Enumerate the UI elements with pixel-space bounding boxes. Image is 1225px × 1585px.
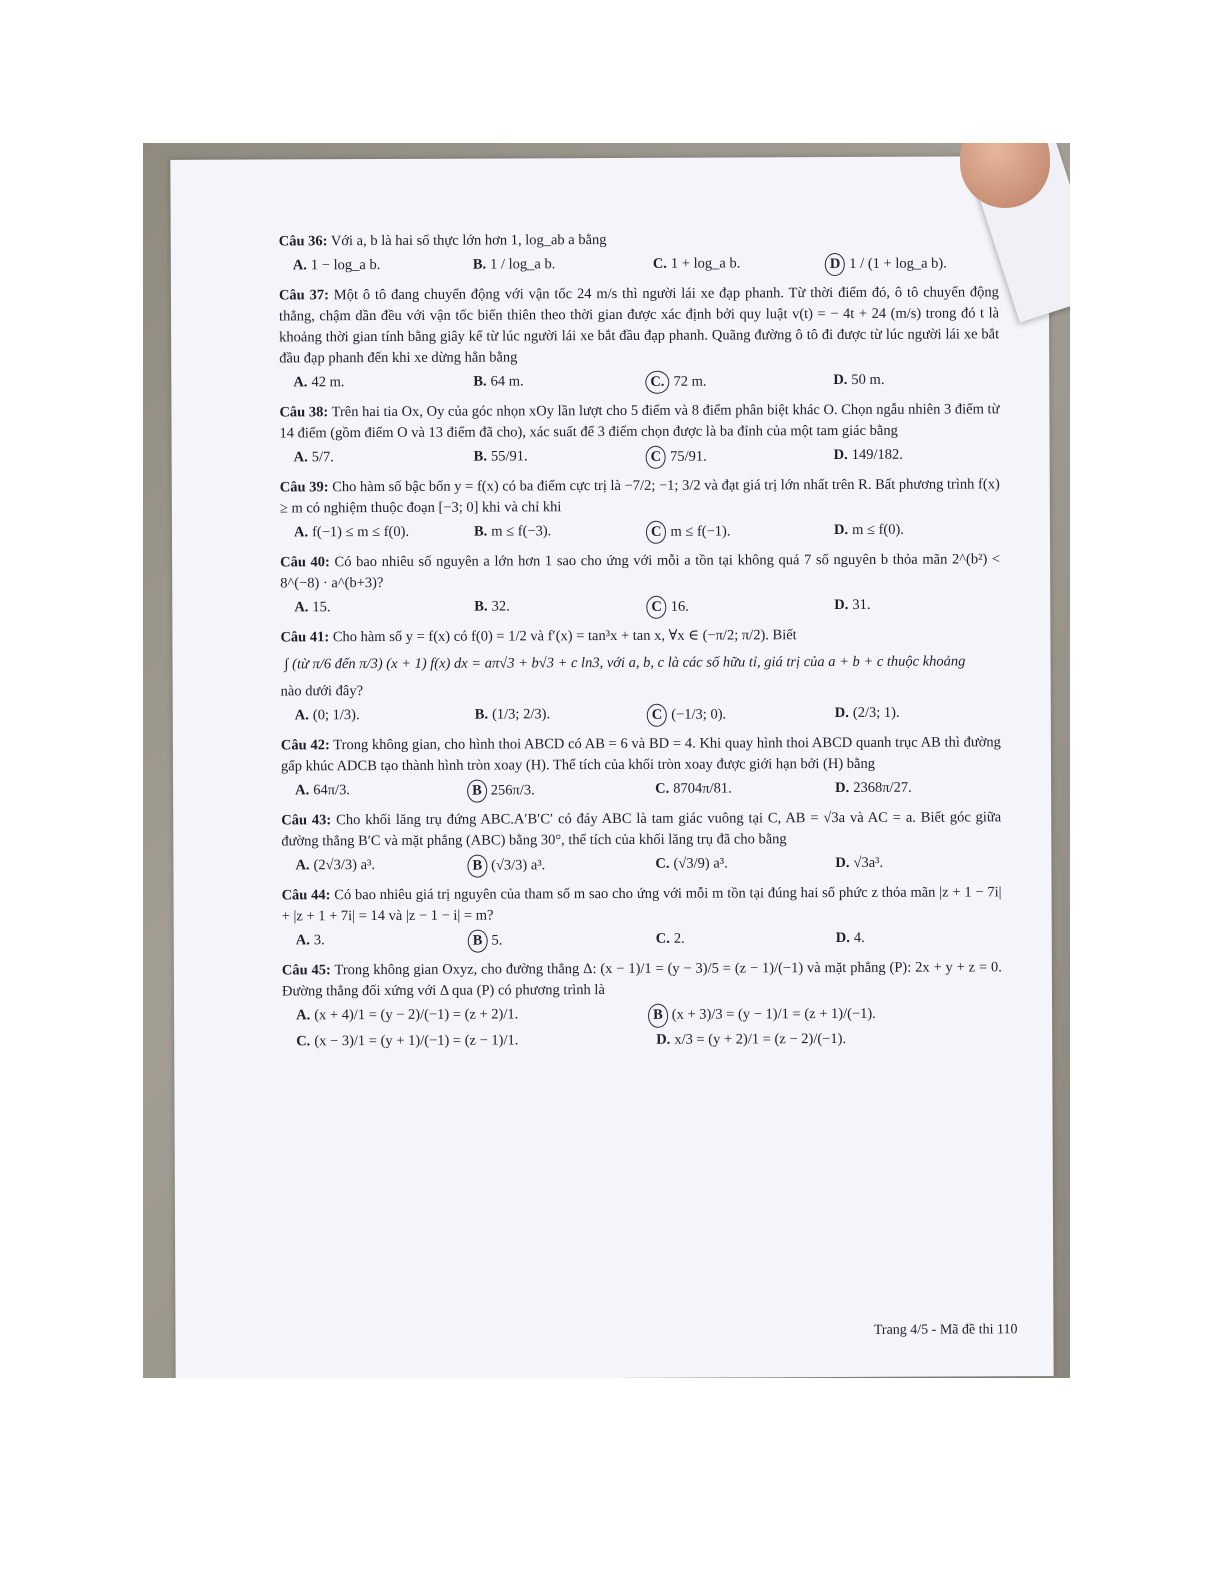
answer-option <box>459 254 639 278</box>
question-stem <box>279 282 999 369</box>
page-footer: Trang 4/5 - Mã đề thi 110 <box>873 1322 1018 1338</box>
answer-option <box>820 519 1000 543</box>
answer-option-circled <box>819 252 999 276</box>
option-text: 32. <box>491 598 510 615</box>
option-letter: D. <box>833 522 849 539</box>
option-letter: C. <box>652 255 667 272</box>
integral-expression: ∫ (từ π/6 đến π/3) (x + 1) f(x) dx = aπ√3 + b√3 + c ln3, với a, b, c là các số hữu tỉ, giá trị của a + b + c thuộc khoảng <box>284 653 966 673</box>
exam-sheet <box>170 156 1053 1378</box>
answer-option-circled <box>461 779 641 803</box>
answer-options <box>281 702 1001 730</box>
option-text: √3a³. <box>853 855 884 872</box>
option-letter: A. <box>293 449 308 466</box>
answer-options <box>280 518 1000 546</box>
option-letter: D. <box>835 930 850 947</box>
question <box>279 399 999 471</box>
option-text: 1 + log_a b. <box>670 255 741 272</box>
option-text: 75/91. <box>670 448 707 465</box>
option-letter: B <box>648 1004 668 1027</box>
option-text: f(−1) ≤ m ≤ f(0). <box>312 524 410 541</box>
option-text: x/3 = (y + 2)/1 = (z − 2)/(−1). <box>674 1030 847 1048</box>
option-letter: D. <box>834 597 849 614</box>
option-text: 2368π/27. <box>853 780 912 797</box>
option-text: 1 / log_a b. <box>490 256 556 273</box>
option-text: 31. <box>852 597 871 614</box>
question-stem <box>282 958 1002 1003</box>
option-text: 1 − log_a b. <box>310 257 381 274</box>
option-text: 256π/3. <box>490 782 535 799</box>
question-label: Câu 40: <box>280 554 330 571</box>
option-letter: A. <box>293 524 309 541</box>
option-letter: A. <box>295 857 310 874</box>
option-letter: A. <box>295 932 310 949</box>
option-letter: D. <box>834 705 849 722</box>
option-text: (2√3/3) a³. <box>313 857 376 874</box>
option-text: (2/3; 1). <box>852 705 900 722</box>
answer-option <box>280 447 460 471</box>
answer-option-circled <box>640 445 820 469</box>
option-text: 3. <box>313 932 325 949</box>
answer-option <box>820 595 1000 619</box>
answer-option <box>282 1029 642 1052</box>
question-text: Một ô tô đang chuyển động với vận tốc 24 m/s thì người lái xe đạp phanh. Từ thời điểm đó, ô tô chuyển động thẳng, chậm dần đều với vận tốc biến thiên theo thời gian được xác định bởi quy luật v(t) = − 4t + 24 (m/s) trong đó t là khoảng thời gian tính bằng giây kể từ lúc người lái xe bắt đầu đạp phanh. Quãng đường ô tô đi được từ lúc người lái xe bắt đầu đạp phanh đến khi xe dừng hẳn bằng <box>278 284 1000 367</box>
option-letter: D. <box>833 447 848 464</box>
option-letter: C <box>647 704 668 727</box>
option-text: m ≤ f(−3). <box>491 523 552 540</box>
option-letter: B. <box>474 706 489 723</box>
answer-option <box>281 780 461 804</box>
answer-option <box>459 371 639 395</box>
question-text: Có bao nhiêu giá trị nguyên của tham số m sao cho ứng với mỗi m tồn tại đúng hai số phức z thỏa mãn |z + 1 − 7i| + |z + 1 + 7i| = 14 và |z − 1 − i| = m? <box>281 884 1002 925</box>
option-letter: B. <box>473 523 488 540</box>
answer-option <box>279 255 459 279</box>
option-letter: C <box>646 521 667 544</box>
answer-option <box>642 929 822 953</box>
answer-option <box>280 597 460 621</box>
question-label: Câu 42: <box>280 737 330 754</box>
option-letter: A. <box>296 1007 311 1024</box>
option-letter: B. <box>474 598 488 615</box>
option-letter: C <box>646 446 667 469</box>
answer-option <box>821 853 1001 877</box>
answer-option-circled <box>640 595 820 619</box>
option-text: 149/182. <box>851 446 903 464</box>
option-text: (x − 3)/1 = (y + 1)/(−1) = (z − 1)/1. <box>314 1031 519 1049</box>
option-letter: B. <box>473 448 487 465</box>
question-text: Cho khối lăng trụ đứng ABC.A′B′C′ có đáy ABC là tam giác vuông tại C, AB = √3a và AC = a. Biết góc giữa đường thẳng B′C và mặt phẳng (ABC) bằng 30°, thể tích của khối lăng trụ đã cho bằng <box>281 809 1002 850</box>
answer-option-circled <box>461 854 641 878</box>
question-text: Trong không gian Oxyz, cho đường thẳng Δ: (x − 1)/1 = (y − 3)/5 = (z − 1)/(−1) và mặt phẳng (P): 2x + y + z = 0. Đường thẳng đối xứng với Δ qua (P) có phương trình là <box>281 959 1002 1000</box>
option-letter: D. <box>656 1031 671 1048</box>
question-stem <box>280 625 1000 649</box>
option-text: 4. <box>853 930 865 947</box>
option-text: 1 / (1 + log_a b). <box>849 255 947 272</box>
option-text: (√3/9) a³. <box>673 855 728 873</box>
answer-options <box>282 1002 1002 1053</box>
question <box>282 883 1002 955</box>
question-tail: nào dưới đây? <box>280 683 364 700</box>
option-text: 55/91. <box>490 448 528 465</box>
option-letter: B <box>467 855 487 878</box>
answer-option-circled <box>642 1003 1002 1028</box>
option-text: 64 m. <box>490 373 524 390</box>
answer-option <box>282 930 462 954</box>
option-letter: B. <box>473 373 487 390</box>
answer-option <box>279 372 459 396</box>
option-letter: C. <box>645 371 669 394</box>
photo-background <box>143 143 1070 1378</box>
option-letter: C. <box>655 781 670 798</box>
question <box>279 228 999 279</box>
option-text: (√3/3) a³. <box>491 857 546 874</box>
answer-option-circled <box>639 370 819 394</box>
question-text: Trên hai tia Ox, Oy của góc nhọn xOy lần lượt cho 5 điểm và 8 điểm phân biệt khác O. Chọn ngẫu nhiên 3 điểm từ 14 điểm (gồm điểm O và 13 điểm đã cho), xác suất để 3 điểm chọn được là ba đỉnh của một tam giác bằng <box>279 401 1000 442</box>
option-letter: B <box>467 780 487 803</box>
option-text: 42 m. <box>311 374 345 391</box>
question-text: Cho hàm số bậc bốn y = f(x) có ba điểm cực trị là −7/2; −1; 3/2 và đạt giá trị lớn nhất trên R. Bất phương trình f(x) ≥ m có nghiệm thuộc đoạn [−3; 0] khi và chỉ khi <box>279 476 1000 517</box>
option-text: 5/7. <box>311 449 334 466</box>
option-letter: D <box>825 253 846 276</box>
answer-option <box>460 596 640 620</box>
question-label: Câu 36: <box>278 233 328 250</box>
option-letter: C <box>646 596 667 619</box>
option-text: 15. <box>312 599 331 616</box>
question-label: Câu 45: <box>281 962 331 979</box>
option-text: (−1/3; 0). <box>671 706 727 724</box>
question-label: Câu 41: <box>280 629 330 646</box>
question-stem <box>279 399 999 444</box>
question-text: Có bao nhiêu số nguyên a lớn hơn 1 sao cho ứng với mỗi a tồn tại không quá 7 số nguyên b thỏa mãn 2^(b²) < 8^(−8) · a^(b+3)? <box>280 551 1001 592</box>
option-text: 2. <box>673 931 685 948</box>
answer-option <box>821 778 1001 802</box>
option-letter: B <box>468 930 488 953</box>
option-text: (x + 4)/1 = (y − 2)/(−1) = (z + 2)/1. <box>314 1006 519 1024</box>
question <box>281 733 1001 805</box>
option-letter: A. <box>295 782 310 799</box>
question-label: Câu 37: <box>278 287 329 304</box>
question-label: Câu 44: <box>281 887 331 904</box>
answer-option <box>639 253 819 277</box>
answer-options <box>280 443 1000 471</box>
question-text: Với a, b là hai số thực lớn hơn 1, log_ab a bằng <box>330 232 607 250</box>
answer-option-circled <box>641 703 821 727</box>
answer-option <box>281 855 461 879</box>
answer-option-circled <box>462 929 642 953</box>
question-list <box>279 228 1003 1059</box>
option-letter: A. <box>292 257 307 274</box>
answer-option <box>280 522 460 546</box>
answer-option-circled <box>640 520 820 544</box>
option-letter: C. <box>655 931 670 948</box>
answer-options <box>281 852 1001 880</box>
question-label: Câu 39: <box>279 479 329 496</box>
answer-option <box>642 1028 1002 1051</box>
question <box>282 958 1002 1053</box>
question <box>280 550 1000 622</box>
option-letter: B. <box>472 256 487 273</box>
question-stem <box>281 733 1001 778</box>
answer-option <box>460 446 640 470</box>
option-letter: D. <box>835 855 850 872</box>
answer-option <box>282 1004 642 1029</box>
option-text: m ≤ f(−1). <box>670 523 731 540</box>
answer-options <box>280 594 1000 622</box>
answer-options <box>281 777 1001 805</box>
option-letter: A. <box>294 707 309 724</box>
option-text: 5. <box>491 932 503 949</box>
option-letter: A. <box>293 374 308 391</box>
question-stem <box>281 808 1001 853</box>
answer-option <box>460 521 640 545</box>
answer-option <box>641 778 821 802</box>
question-stem <box>280 550 1000 595</box>
answer-option <box>820 444 1000 468</box>
option-text: (1/3; 2/3). <box>492 706 551 723</box>
question <box>279 282 999 396</box>
option-letter: D. <box>835 780 850 797</box>
option-letter: C. <box>655 856 670 873</box>
option-text: 64π/3. <box>313 782 350 799</box>
answer-option <box>641 853 821 877</box>
option-text: 8704π/81. <box>673 780 732 798</box>
question-label: Câu 43: <box>281 812 332 829</box>
question-stem <box>282 883 1002 928</box>
answer-option <box>821 703 1001 727</box>
answer-options <box>279 368 999 396</box>
option-text: 72 m. <box>673 373 707 390</box>
question-label: Câu 38: <box>279 404 329 421</box>
answer-option <box>461 704 641 728</box>
question-text: Trong không gian, cho hình thoi ABCD có AB = 6 và BD = 4. Khi quay hình thoi ABCD quanh trục AB thì đường gấp khúc ADCB tạo thành hình tròn xoay (H). Thể tích của khối tròn xoay được giới hạn bởi (H) bằng <box>280 734 1001 775</box>
option-text: m ≤ f(0). <box>852 521 904 539</box>
answer-option <box>281 705 461 729</box>
question <box>280 625 1000 730</box>
answer-options <box>282 927 1002 955</box>
question-stem <box>280 474 1000 519</box>
question <box>281 808 1001 880</box>
question-stem <box>279 228 999 252</box>
question-text: Cho hàm số y = f(x) có f(0) = 1/2 và f′(x) = tan³x + tan x, ∀x ∈ (−π/2; π/2). Biết <box>332 627 797 646</box>
answer-option <box>822 928 1002 952</box>
answer-option <box>819 369 999 393</box>
option-letter: C. <box>296 1032 311 1049</box>
option-text: (x + 3)/3 = (y − 1)/1 = (z + 1)/(−1). <box>671 1006 876 1024</box>
option-text: 50 m. <box>851 371 885 389</box>
option-letter: A. <box>294 599 309 616</box>
option-letter: D. <box>833 372 848 389</box>
question <box>280 474 1000 546</box>
option-text: 16. <box>670 598 689 615</box>
option-text: (0; 1/3). <box>312 707 360 724</box>
answer-options <box>279 251 999 279</box>
